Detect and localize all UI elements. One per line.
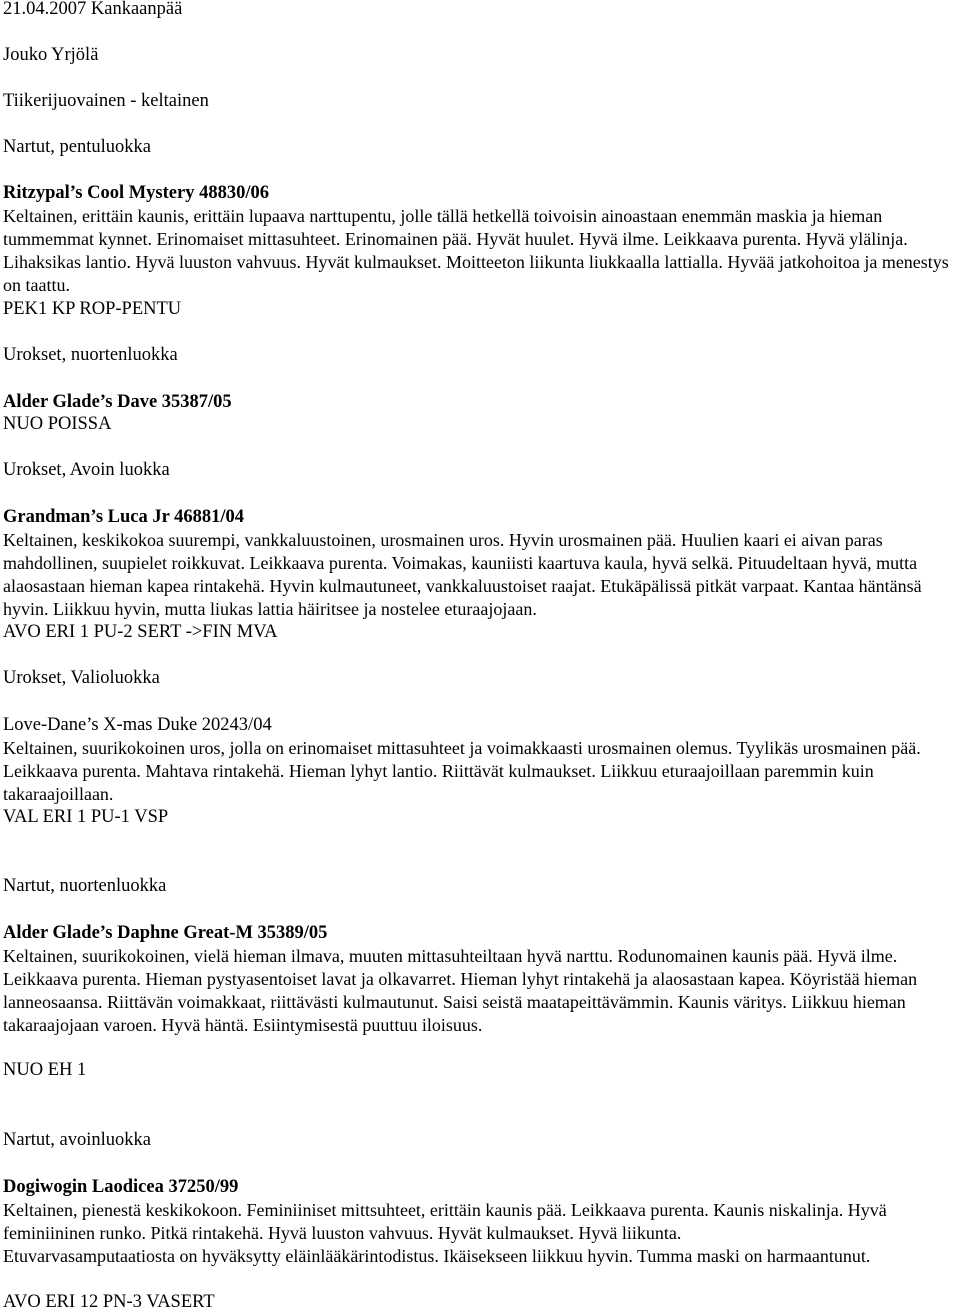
class-title-females-junior: Nartut, nuortenluokka [3, 876, 167, 896]
dog-name: Grandman’s Luca Jr 46881/04 [3, 507, 245, 527]
class-title-males-champion: Urokset, Valioluokka [3, 668, 160, 688]
event-date-place: 21.04.2007 Kankaanpää [3, 0, 183, 19]
class-title-males-open: Urokset, Avoin luokka [3, 460, 170, 480]
dog-name: Alder Glade’s Dave 35387/05 [3, 392, 232, 412]
dog-critique-part-2: Etuvarvasamputaatiosta on hyväksytty eläinlääkärintodistus. Ikäisekseen liikkuu hyvin. Tumma maski on harmaantunut. [3, 1246, 871, 1266]
dog-critique-part-1: Keltainen, pienestä keskikokoon. Feminiiniset mittsuhteet, erittäin kaunis pää. Leikkaava purenta. Kaunis niskalinja. Hyvä feminiininen runko. Pitkä rintakehä. Hyvä luuston vahvuus. Hyvät kulmaukset. Hyvä liikunta. [3, 1200, 887, 1243]
dog-critique: Keltainen, erittäin kaunis, erittäin lupaava narttupentu, jolle tällä hetkellä toivoisin ainoastaan enemmän maskia ja hieman tummemmat kynnet. Erinomaiset mittasuhteet. Erinomainen pää. Hyvät huulet. Hyvä ilme. Leikkaava purenta. Hyvä ylälinja. Lihaksikas lantio. Hyvä luuston vahvuus. Hyvät kulmaukset. Moitteeton liikunta liukkaalla lattialla. Hyvää jatkohoitoa ja menestys on taattu. [3, 206, 949, 295]
dog-result: AVO ERI 1 PU-2 SERT ->FIN MVA [3, 622, 278, 642]
judge-name: Jouko Yrjölä [3, 45, 99, 65]
breed-variety: Tiikerijuovainen - keltainen [3, 91, 209, 111]
dog-critique: Keltainen, suurikokoinen uros, jolla on erinomaiset mittasuhteet ja voimakkaasti urosmainen olemus. Tyylikäs urosmainen pää. Leikkaava purenta. Mahtava rintakehä. Hieman lyhyt lantio. Riittävät kulmaukset. Liikkuu eturaajoillaan paremmin kuin takaraajoillaan. [3, 738, 921, 804]
dog-name: Ritzypal’s Cool Mystery 48830/06 [3, 183, 269, 203]
class-title-females-open: Nartut, avoinluokka [3, 1130, 151, 1150]
dog-name: Dogiwogin Laodicea 37250/99 [3, 1177, 239, 1197]
dog-critique: Keltainen, keskikokoa suurempi, vankkaluustoinen, urosmainen uros. Hyvin urosmainen pää. Huulien kaari ei aivan paras mahdollinen, suupielet roikkuvat. Leikkaava purenta. Voimakas, kauniisti kaartuva kaula, hyvä selkä. Pituudeltaan hyvä, mutta alaosastaan hieman kapea rintakehä. Hyvin kulmautuneet, vankkaluustoiset raajat. Etukäpälissä pitkät varpaat. Kantaa häntänsä hyvin. Liikkuu hyvin, mutta liukas lattia häiritsee ja nostelee eturaajojaan. [3, 530, 922, 619]
dog-result: AVO ERI 12 PN-3 VASERT [3, 1292, 215, 1312]
dog-result: NUO EH 1 [3, 1060, 87, 1080]
class-title-males-junior: Urokset, nuortenluokka [3, 345, 178, 365]
dog-result: NUO POISSA [3, 414, 112, 434]
dog-result: PEK1 KP ROP-PENTU [3, 299, 182, 319]
dog-result: VAL ERI 1 PU-1 VSP [3, 807, 169, 827]
dog-critique: Keltainen, suurikokoinen, vielä hieman ilmava, muuten mittasuhteiltaan hyvä narttu. Rodunomainen kaunis pää. Hyvä ilme. Leikkaava purenta. Hieman pystyasentoiset lavat ja olkavarret. Hieman lyhyt rintakehä ja alaosastaan kapea. Köyristää hieman lanneosaansa. Riittävän voimakkaat, riittävästi kulmautunut. Saisi seistä maatapeittävämmin. Kaunis väritys. Liikkuu hieman takaraajojaan varoen. Hyvä häntä. Esiintymisestä puuttuu iloisuus. [3, 946, 918, 1035]
dog-name: Love-Dane’s X-mas Duke 20243/04 [3, 715, 272, 735]
dog-name: Alder Glade’s Daphne Great-M 35389/05 [3, 923, 328, 943]
class-title-females-puppy: Nartut, pentuluokka [3, 137, 151, 157]
